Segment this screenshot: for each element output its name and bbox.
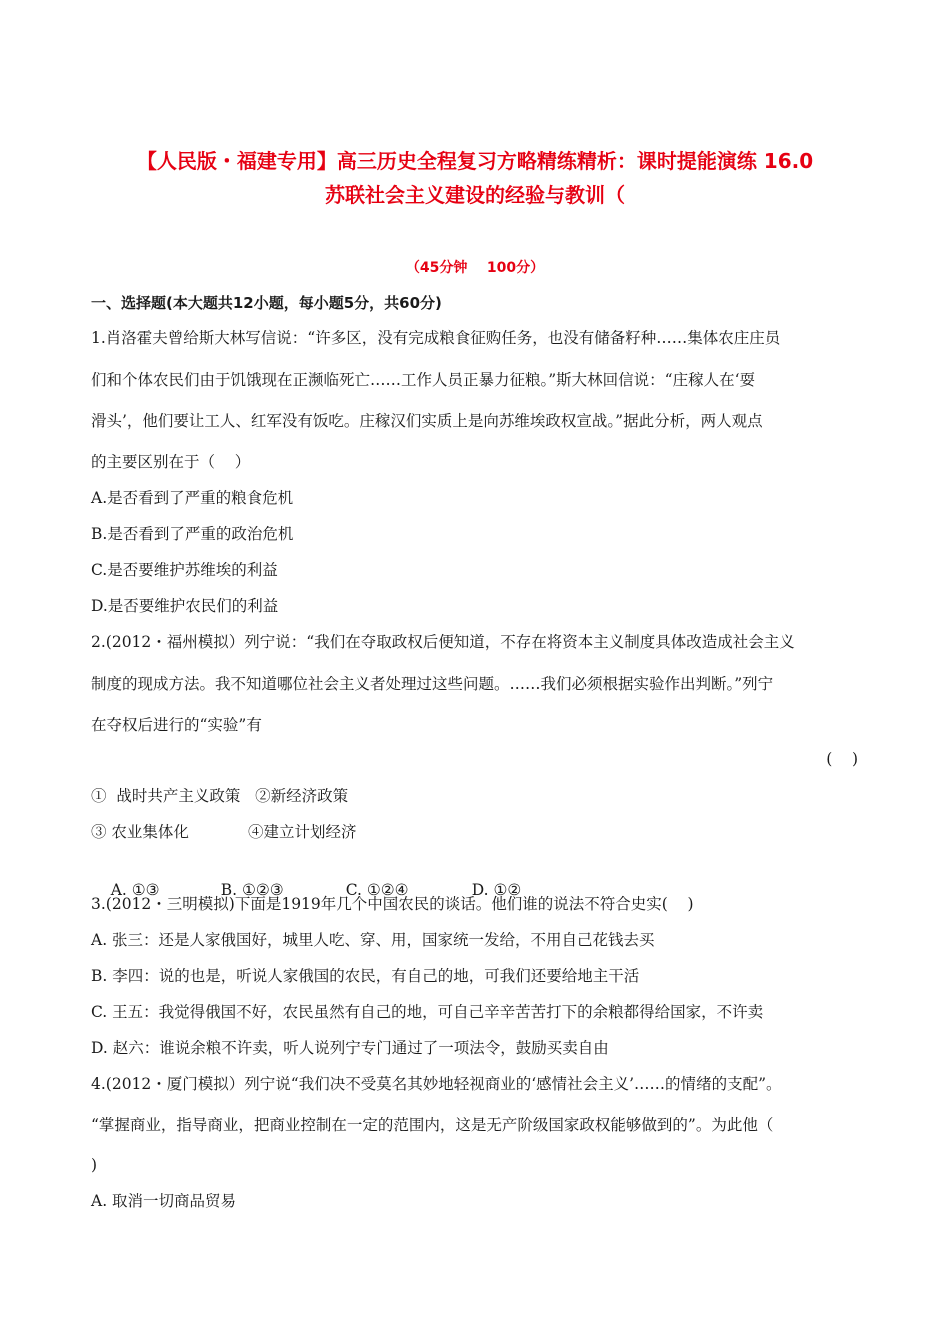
q4-option-a: A. 取消一切商品贸易 <box>91 1192 237 1210</box>
q2-option-b: B. ①②③ <box>220 881 284 899</box>
q1-stem-line-2: 们和个体农民们由于饥饿现在正濒临死亡……工作人员正暴力征粮。”斯大林回信说：“庄稼人在‘耍 <box>91 371 756 389</box>
q2-stem-line-1: 2.(2012・福州模拟）列宁说：“我们在夺取政权后便知道，不存在将资本主义制度具体改造成社会主义 <box>91 633 795 651</box>
q3-option-c: C. 王五：我觉得俄国不好，农民虽然有自己的地，可自己辛辛苦苦打下的余粮都得给国家，不许卖 <box>91 1003 764 1021</box>
q1-option-b: B.是否看到了严重的政治危机 <box>91 525 294 543</box>
q1-option-c: C.是否要维护苏维埃的利益 <box>91 561 278 579</box>
q3-stem-line-1: 3.(2012・三明模拟)下面是1919年几个中国农民的谈话。他们谁的说法不符合史实( ) <box>91 895 694 913</box>
q4-stem-line-3: ) <box>91 1156 98 1174</box>
q1-stem-line-3: 滑头’，他们要让工人、红军没有饭吃。庄稼汉们实质上是向苏维埃政权宣战。”据此分析，两人观点 <box>91 412 763 430</box>
q3-option-a: A. 张三：还是人家俄国好，城里人吃、穿、用，国家统一发给，不用自己花钱去买 <box>91 931 655 949</box>
q1-option-d: D.是否要维护农民们的利益 <box>91 597 279 615</box>
q3-option-d: D. 赵六：谁说余粮不许卖，听人说列宁专门通过了一项法令，鼓励买卖自由 <box>91 1039 609 1057</box>
q2-answer-blank: ( ) <box>826 750 858 768</box>
q2-stem-line-3: 在夺权后进行的“实验”有 <box>91 716 262 734</box>
document-title-line-2: 苏联社会主义建设的经验与教训（ <box>325 183 625 207</box>
q2-option-c: C. ①②④ <box>345 881 409 899</box>
q1-stem-line-1: 1.肖洛霍夫曾给斯大林写信说：“许多区，没有完成粮食征购任务，也没有储备籽种……集体农庄庄员 <box>91 329 781 347</box>
q4-stem-line-2: “掌握商业，指导商业，把商业控制在一定的范围内，这是无产阶级国家政权能够做到的”。为此他（ <box>91 1116 774 1134</box>
section-heading: 一、选择题(本大题共12小题，每小题5分，共60分) <box>91 294 442 312</box>
q2-statement-row-2: ③ 农业集体化 ④建立计划经济 <box>91 823 357 841</box>
q2-option-a: A. ①③ <box>110 881 160 899</box>
q2-option-d: D. ①② <box>471 881 522 899</box>
time-score-subtitle: （45分钟 100分） <box>405 260 545 276</box>
q3-option-b: B. 李四：说的也是，听说人家俄国的农民，有自己的地，可我们还要给地主干活 <box>91 967 640 985</box>
q4-stem-line-1: 4.(2012・厦门模拟）列宁说“我们决不受莫名其妙地轻视商业的‘感情社会主义’……的情绪的支配”。 <box>91 1075 782 1093</box>
q2-statement-row-1: ① 战时共产主义政策 ②新经济政策 <box>91 787 349 805</box>
q1-option-a: A.是否看到了严重的粮食危机 <box>91 489 294 507</box>
q2-stem-line-2: 制度的现成方法。我不知道哪位社会主义者处理过这些问题。……我们必须根据实验作出判断。”列宁 <box>91 675 774 693</box>
document-title-line-1: 【人民版・福建专用】高三历史全程复习方略精练精析：课时提能演练 16.0 <box>136 149 814 173</box>
q1-stem-line-4: 的主要区别在于（ ） <box>91 453 251 471</box>
